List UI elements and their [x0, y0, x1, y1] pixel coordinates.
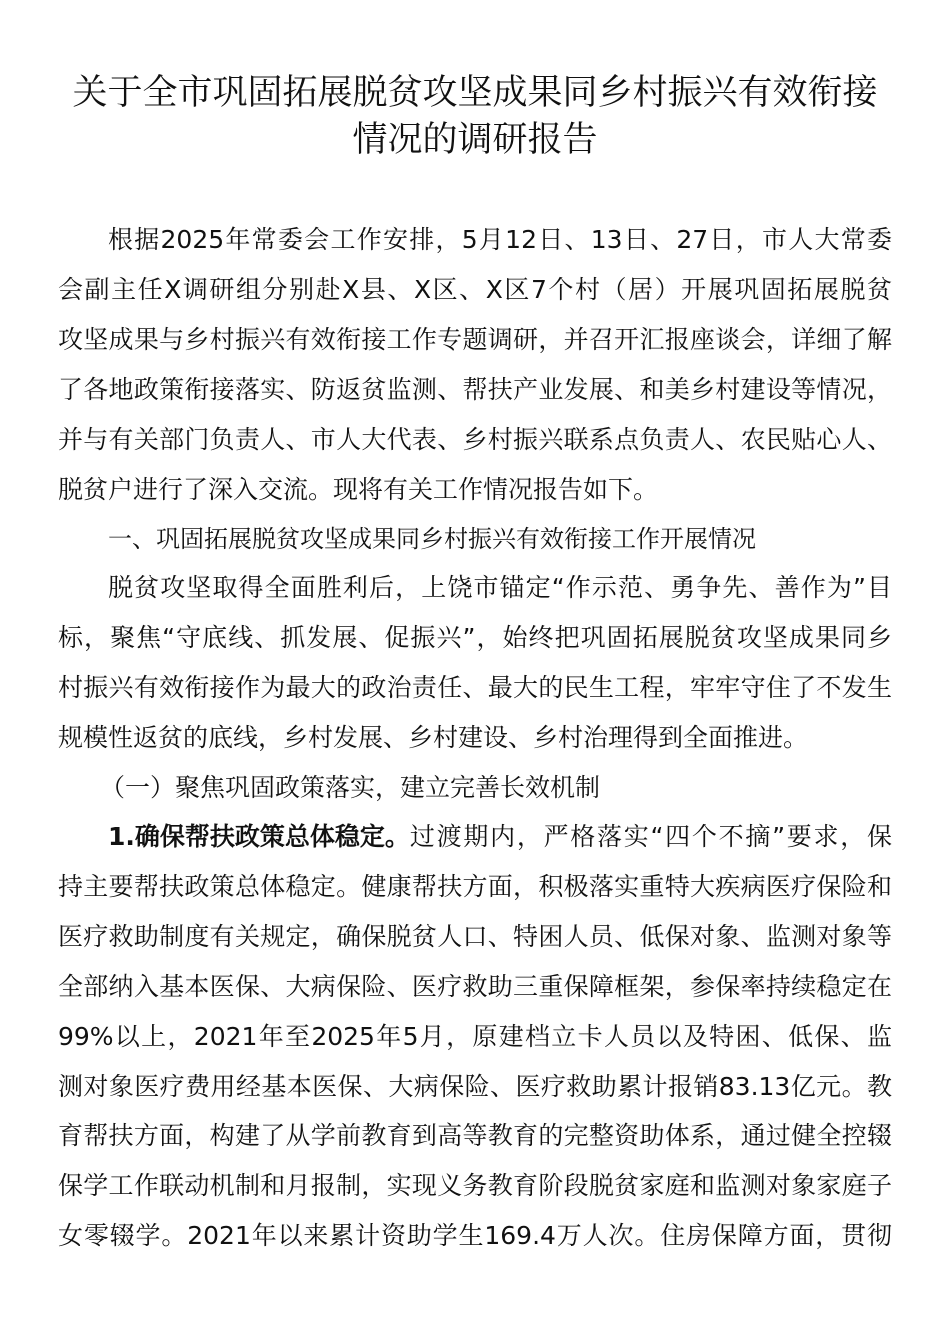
paragraph-line: 育帮扶方面，构建了从学前教育到高等教育的完整资助体系，通过健全控辍 [58, 1121, 892, 1150]
paragraph-line: 根据2025年常委会工作安排，5月12日、13日、27日，市人大常委 [108, 225, 892, 254]
paragraph-line: 持主要帮扶政策总体稳定。健康帮扶方面，积极落实重特大疾病医疗保险和 [58, 872, 892, 901]
document-title-line-2: 情况的调研报告 [352, 120, 598, 160]
paragraph-line: 女零辍学。2021年以来累计资助学生169.4万人次。住房保障方面，贯彻 [58, 1221, 892, 1250]
paragraph-line: 并与有关部门负责人、市人大代表、乡村振兴联系点负责人、农民贴心人、 [58, 425, 892, 454]
paragraph-line: 医疗救助制度有关规定，确保脱贫人口、特困人员、低保对象、监测对象等 [58, 922, 892, 951]
paragraph-line: 攻坚成果与乡村振兴有效衔接工作专题调研，并召开汇报座谈会，详细了解 [58, 325, 892, 354]
paragraph-line-rest: 过渡期内，严格落实“四个不摘”要求，保 [409, 822, 892, 851]
paragraph-line-with-lead [108, 819, 892, 855]
paragraph-line: 会副主任X调研组分别赴X县、X区、X区7个村（居）开展巩固拓展脱贫 [58, 275, 892, 304]
paragraph-line: 规模性返贫的底线，乡村发展、乡村建设、乡村治理得到全面推进。 [58, 723, 809, 752]
paragraph-line: 脱贫攻坚取得全面胜利后，上饶市锚定“作示范、勇争先、善作为”目 [108, 573, 892, 602]
paragraph-line: 保学工作联动机制和月报制，实现义务教育阶段脱贫家庭和监测对象家庭子 [58, 1171, 892, 1200]
paragraph-line: 99%以上，2021年至2025年5月，原建档立卡人员以及特困、低保、监 [58, 1022, 892, 1051]
paragraph-line: 了各地政策衔接落实、防返贫监测、帮扶产业发展、和美乡村建设等情况， [58, 375, 892, 404]
bold-lead-sentence: 1.确保帮扶政策总体稳定。 [108, 822, 410, 851]
paragraph-line: 村振兴有效衔接作为最大的政治责任、最大的民生工程，牢牢守住了不发生 [58, 673, 892, 702]
paragraph-line: 脱贫户进行了深入交流。现将有关工作情况报告如下。 [58, 475, 659, 504]
paragraph-line: 全部纳入基本医保、大病保险、医疗救助三重保障框架，参保率持续稳定在 [58, 972, 892, 1001]
paragraph-line: 测对象医疗费用经基本医保、大病保险、医疗救助累计报销83.13亿元。教 [58, 1072, 892, 1101]
paragraph-line: 标，聚焦“守底线、抓发展、促振兴”，始终把巩固拓展脱贫攻坚成果同乡 [58, 623, 892, 652]
section-heading: 一、巩固拓展脱贫攻坚成果同乡村振兴有效衔接工作开展情况 [108, 525, 756, 553]
subsection-heading: （一）聚焦巩固政策落实，建立完善长效机制 [100, 773, 601, 802]
document-title-line-1: 关于全市巩固拓展脱贫攻坚成果同乡村振兴有效衔接 [72, 73, 878, 113]
